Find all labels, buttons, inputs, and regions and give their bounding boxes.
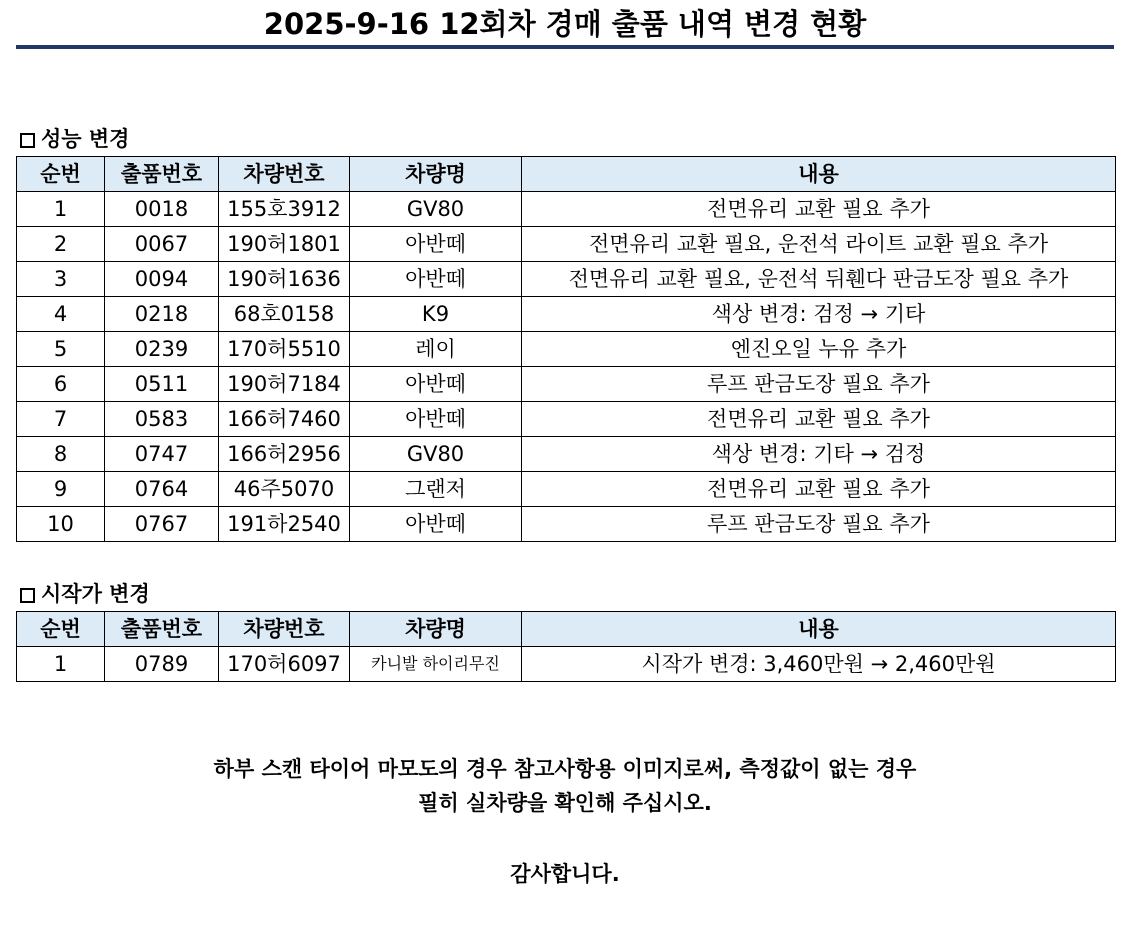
column-header-vehicle-name: 차량명: [350, 157, 522, 192]
column-header-lot-number: 출품번호: [105, 157, 219, 192]
cell-vehicle-name: GV80: [350, 192, 522, 227]
cell-vehicle-name: GV80: [350, 437, 522, 472]
cell-plate-number: 191하2540: [219, 507, 350, 542]
table-row: [17, 367, 1116, 402]
checkbox-square-icon: [20, 133, 35, 148]
table-row: [17, 192, 1116, 227]
cell-lot-number: 0067: [105, 227, 219, 262]
table-row: [17, 227, 1116, 262]
cell-seq: 10: [17, 507, 105, 542]
cell-vehicle-name: 레이: [350, 332, 522, 367]
cell-plate-number: 46주5070: [219, 472, 350, 507]
cell-vehicle-name: K9: [350, 297, 522, 332]
column-header-plate-number: 차량번호: [219, 157, 350, 192]
table-row: [17, 647, 1116, 682]
table-row: [17, 437, 1116, 472]
table-header-row: [17, 612, 1116, 647]
cell-lot-number: 0789: [105, 647, 219, 682]
cell-seq: 6: [17, 367, 105, 402]
cell-lot-number: 0239: [105, 332, 219, 367]
column-header-plate-number: 차량번호: [219, 612, 350, 647]
cell-plate-number: 170허5510: [219, 332, 350, 367]
cell-details: 전면유리 교환 필요, 운전석 라이트 교환 필요 추가: [522, 227, 1116, 262]
cell-details: 전면유리 교환 필요 추가: [522, 192, 1116, 227]
cell-details: 전면유리 교환 필요 추가: [522, 402, 1116, 437]
thanks-message: 감사합니다.: [510, 862, 620, 886]
start-price-section-heading: [20, 581, 150, 607]
cell-vehicle-name: 아반떼: [350, 262, 522, 297]
cell-seq: 5: [17, 332, 105, 367]
title-divider: [16, 45, 1114, 49]
cell-details: 루프 판금도장 필요 추가: [522, 507, 1116, 542]
table-row: [17, 332, 1116, 367]
cell-plate-number: 166허7460: [219, 402, 350, 437]
column-header-vehicle-name: 차량명: [350, 612, 522, 647]
cell-lot-number: 0764: [105, 472, 219, 507]
performance-heading-label: 성능 변경: [41, 127, 130, 151]
start-price-heading-label: 시작가 변경: [41, 582, 150, 606]
cell-seq: 2: [17, 227, 105, 262]
cell-details: 색상 변경: 기타 → 검정: [522, 437, 1116, 472]
notice-line-2: 필히 실차량을 확인해 주십시오.: [418, 791, 712, 815]
column-header-lot-number: 출품번호: [105, 612, 219, 647]
table-row: [17, 262, 1116, 297]
cell-vehicle-name: 그랜저: [350, 472, 522, 507]
cell-lot-number: 0094: [105, 262, 219, 297]
column-header-seq: 순번: [17, 157, 105, 192]
cell-plate-number: 190허1636: [219, 262, 350, 297]
cell-vehicle-name: 아반떼: [350, 227, 522, 262]
cell-seq: 9: [17, 472, 105, 507]
cell-details: 전면유리 교환 필요 추가: [522, 472, 1116, 507]
cell-plate-number: 190허1801: [219, 227, 350, 262]
cell-details: 엔진오일 누유 추가: [522, 332, 1116, 367]
column-header-seq: 순번: [17, 612, 105, 647]
cell-lot-number: 0018: [105, 192, 219, 227]
cell-seq: 8: [17, 437, 105, 472]
cell-details: 전면유리 교환 필요, 운전석 뒤휀다 판금도장 필요 추가: [522, 262, 1116, 297]
cell-plate-number: 170허6097: [219, 647, 350, 682]
cell-vehicle-name: 아반떼: [350, 367, 522, 402]
table-row: [17, 472, 1116, 507]
notice-line-1: 하부 스캔 타이어 마모도의 경우 참고사항용 이미지로써, 측정값이 없는 경우: [213, 757, 917, 781]
page-title: 2025-9-16 12회차 경매 출품 내역 변경 현황: [263, 7, 867, 41]
column-header-details: 내용: [522, 612, 1116, 647]
cell-vehicle-name: 아반떼: [350, 402, 522, 437]
performance-section-heading: [20, 126, 129, 152]
cell-seq: 3: [17, 262, 105, 297]
cell-seq: 4: [17, 297, 105, 332]
start-price-change-table: [16, 611, 1116, 682]
cell-details: 색상 변경: 검정 → 기타: [522, 297, 1116, 332]
column-header-details: 내용: [522, 157, 1116, 192]
cell-details: 루프 판금도장 필요 추가: [522, 367, 1116, 402]
cell-plate-number: 155호3912: [219, 192, 350, 227]
cell-seq: 1: [17, 192, 105, 227]
table-row: [17, 507, 1116, 542]
cell-vehicle-name: 카니발 하이리무진: [350, 647, 522, 682]
cell-lot-number: 0511: [105, 367, 219, 402]
cell-plate-number: 166허2956: [219, 437, 350, 472]
start-price-table-body: [17, 647, 1116, 682]
performance-change-table: [16, 156, 1116, 542]
checkbox-square-icon: [20, 588, 35, 603]
cell-lot-number: 0747: [105, 437, 219, 472]
cell-plate-number: 190허7184: [219, 367, 350, 402]
cell-lot-number: 0218: [105, 297, 219, 332]
cell-seq: 7: [17, 402, 105, 437]
cell-plate-number: 68호0158: [219, 297, 350, 332]
performance-table-body: [17, 192, 1116, 542]
cell-seq: 1: [17, 647, 105, 682]
table-row: [17, 402, 1116, 437]
cell-details: 시작가 변경: 3,460만원 → 2,460만원: [522, 647, 1116, 682]
cell-lot-number: 0767: [105, 507, 219, 542]
cell-lot-number: 0583: [105, 402, 219, 437]
table-row: [17, 297, 1116, 332]
cell-vehicle-name: 아반떼: [350, 507, 522, 542]
table-header-row: [17, 157, 1116, 192]
